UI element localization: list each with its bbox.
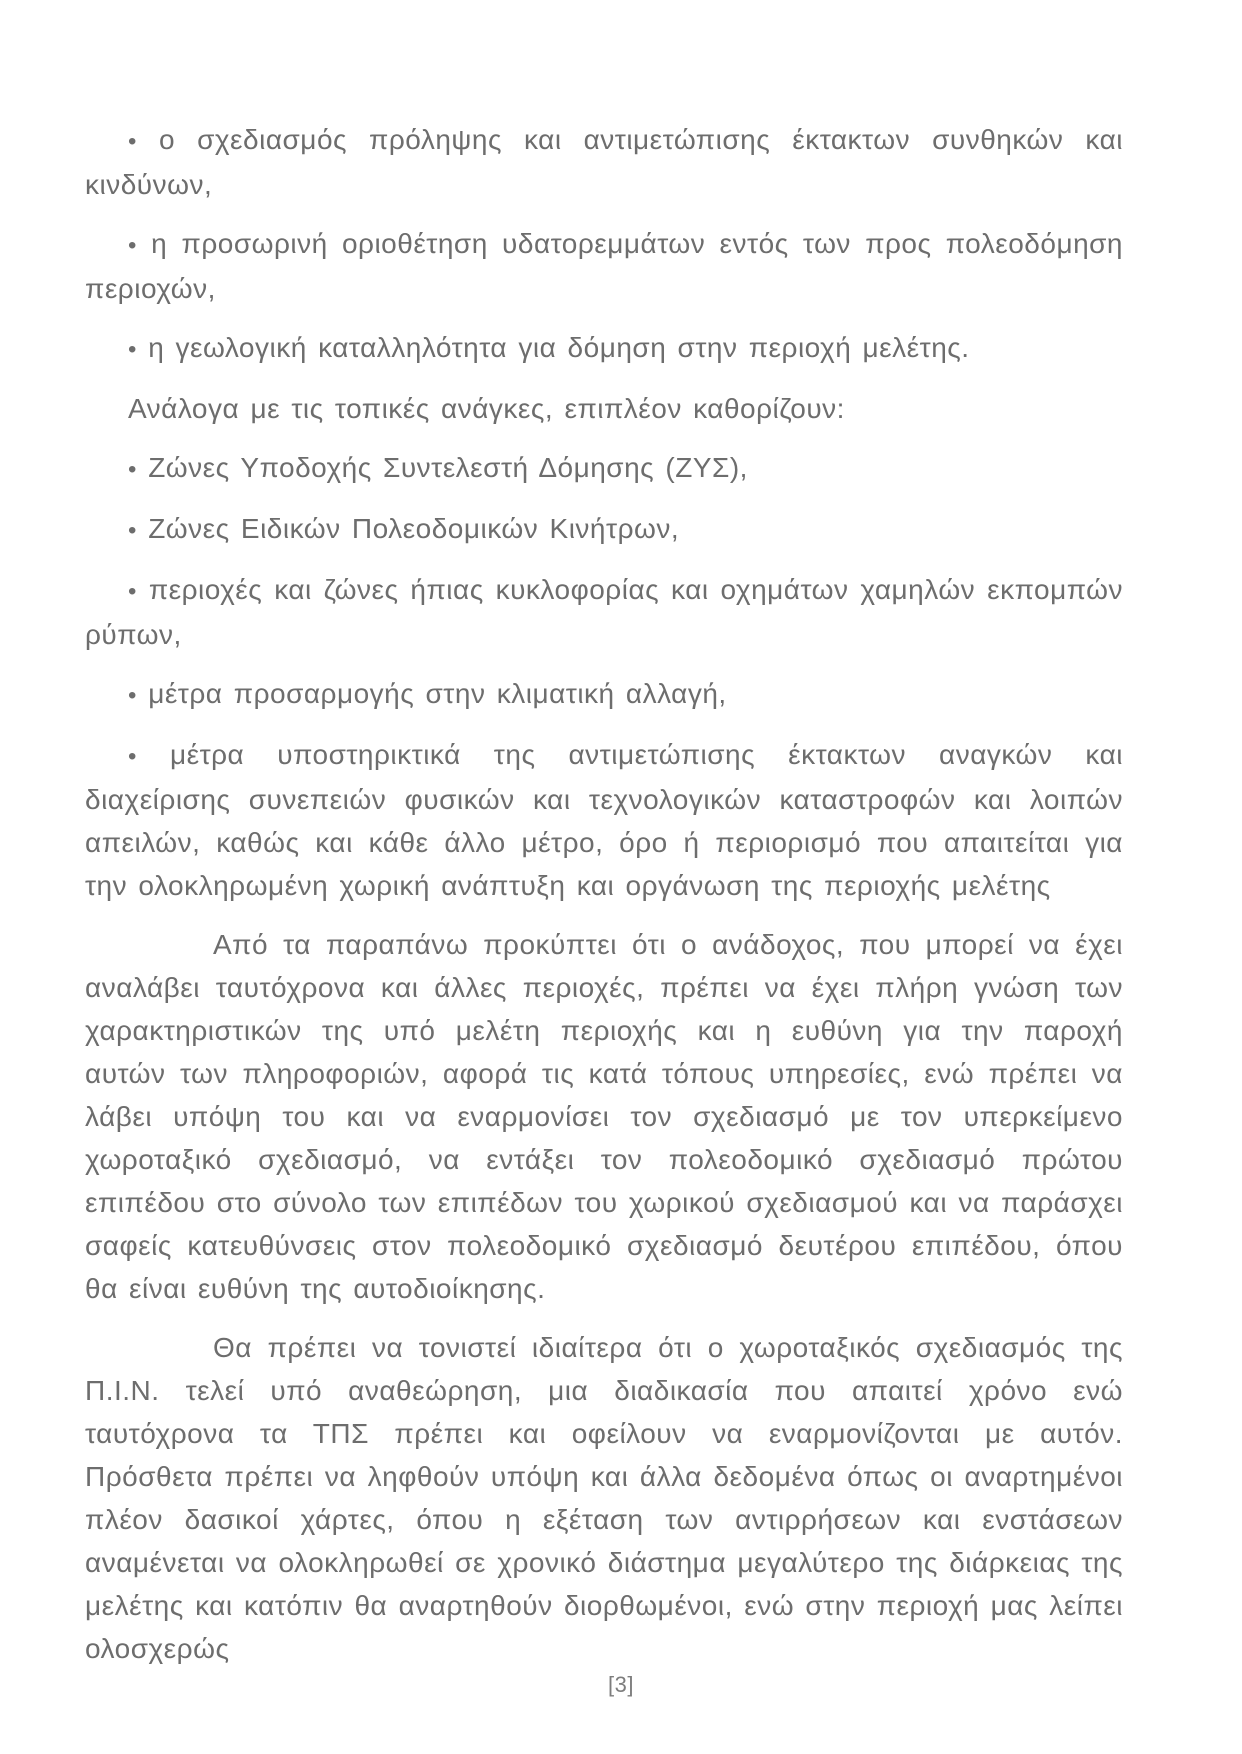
paragraph	[85, 923, 1123, 1310]
bullet-item-text: περιοχές και ζώνες ήπιας κυκλοφορίας και οχημάτων χαμηλών εκπομπών ρύπων,	[85, 574, 1123, 650]
paragraph-text: Ανάλογα με τις τοπικές ανάγκες, επιπλέον καθορίζουν:	[128, 393, 845, 424]
bullet-icon: •	[128, 128, 137, 155]
bullet-item-text: ο σχεδιασμός πρόληψης και αντιμετώπισης έκτακτων συνθηκών και κινδύνων,	[85, 124, 1123, 200]
bullet-item-text: Ζώνες Ειδικών Πολεοδομικών Κινήτρων,	[148, 513, 680, 544]
page-number: [3]	[608, 1672, 634, 1697]
bullet-item-text: μέτρα υποστηρικτικά της αντιμετώπισης έκτακτων αναγκών και διαχείρισης συνεπειών φυσικών και τεχνολογικών καταστροφών και λοιπών απειλών, καθώς και κάθε άλλο μέτρο, όρο ή περιορισμό που απαιτείται για την ολοκληρωμένη χωρική ανάπτυξη και οργάνωση της περιοχής μελέτης	[85, 739, 1124, 901]
paragraph	[85, 387, 1123, 430]
bullet-item	[85, 118, 1123, 206]
bullet-icon: •	[128, 232, 137, 259]
bullet-item	[85, 222, 1123, 310]
bullet-item	[85, 733, 1123, 907]
bullet-item	[85, 568, 1123, 656]
bullet-icon: •	[128, 517, 137, 544]
bullet-item	[85, 672, 1123, 717]
bullet-item-text: η γεωλογική καταλληλότητα για δόμηση στην περιοχή μελέτης.	[148, 332, 970, 363]
bullet-icon: •	[128, 743, 137, 770]
bullet-icon: •	[128, 682, 137, 709]
bullet-icon: •	[128, 336, 137, 363]
bullet-item-text: η προσωρινή οριοθέτηση υδατορεμμάτων εντός των προς πολεοδόμηση περιοχών,	[85, 228, 1123, 304]
bullet-icon: •	[128, 456, 137, 483]
paragraph-text: Θα πρέπει να τονιστεί ιδιαίτερα ότι ο χωροταξικός σχεδιασμός της Π.Ι.Ν. τελεί υπό αναθεώρηση, μια διαδικασία που απαιτεί χρόνο ενώ ταυτόχρονα τα ΤΠΣ πρέπει και οφείλουν να εναρμονίζονται με αυτόν. Πρόσθετα πρέπει να ληφθούν υπόψη και άλλα δεδομένα όπως οι αναρτημένοι πλέον δασικοί χάρτες, όπου η εξέταση των αντιρρήσεων και ενστάσεων αναμένεται να ολοκληρωθεί σε χρονικό διάστημα μεγαλύτερο της διάρκειας της μελέτης και κατόπιν θα αναρτηθούν διορθωμένοι, ενώ στην περιοχή μας λείπει ολοσχερώς	[85, 1332, 1123, 1664]
paragraph-text: Από τα παραπάνω προκύπτει ότι ο ανάδοχος, που μπορεί να έχει αναλάβει ταυτόχρονα και άλλες περιοχές, πρέπει να έχει πλήρη γνώση των χαρακτηριστικών της υπό μελέτη περιοχής και η ευθύνη για την παροχή αυτών των πληροφοριών, αφορά τις κατά τόπους υπηρεσίες, ενώ πρέπει να λάβει υπόψη του και να εναρμονίσει τον σχεδιασμό με τον υπερκείμενο χωροταξικό σχεδιασμό, να εντάξει τον πολεοδομικό σχεδιασμό πρώτου επιπέδου στο σύνολο των επιπέδων του χωρικού σχεδιασμού και να παράσχει σαφείς κατευθύνσεις στον πολεοδομικό σχεδιασμό δευτέρου επιπέδου, όπου θα είναι ευθύνη της αυτοδιοίκησης.	[85, 929, 1123, 1304]
bullet-item-text: Ζώνες Υποδοχής Συντελεστή Δόμησης (ΖΥΣ),	[148, 452, 748, 483]
bullet-item-text: μέτρα προσαρμογής στην κλιματική αλλαγή,	[148, 678, 727, 709]
bullet-item	[85, 507, 1123, 552]
bullet-item	[85, 326, 1123, 371]
paragraph	[85, 1326, 1123, 1670]
bullet-item	[85, 446, 1123, 491]
bullet-icon: •	[128, 578, 137, 605]
